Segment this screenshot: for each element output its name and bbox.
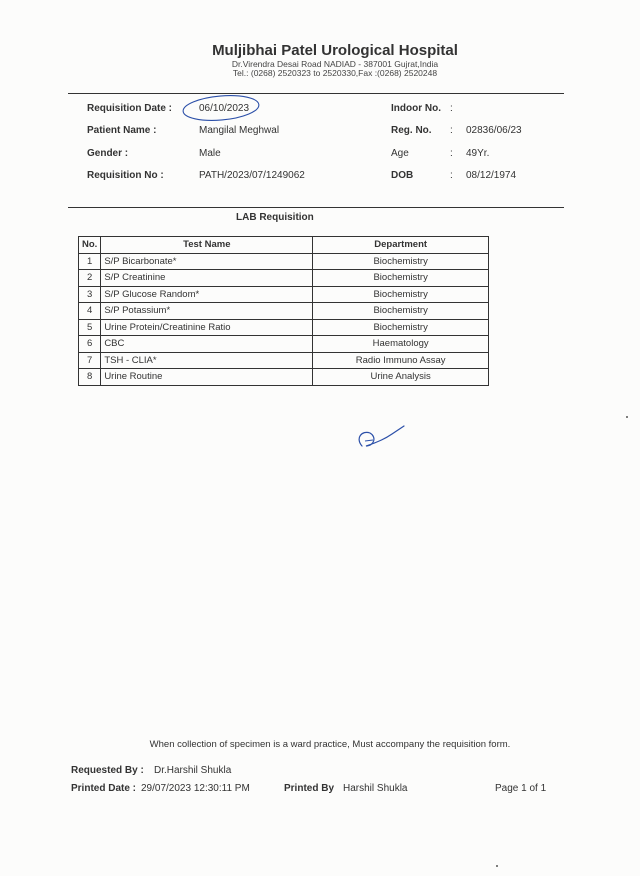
row-no: 8 xyxy=(79,369,101,386)
signature-mark xyxy=(359,426,404,446)
row-test: CBC xyxy=(101,336,313,353)
row-dept: Radio Immuno Assay xyxy=(313,352,489,369)
row-dept: Haematology xyxy=(313,336,489,353)
requisition-date-value: 06/10/2023 xyxy=(199,103,250,114)
row-test: Urine Protein/Creatinine Ratio xyxy=(101,319,313,336)
requested-by-label: Requested By : xyxy=(71,765,144,776)
row-dept: Biochemistry xyxy=(313,303,489,320)
header-department: Department xyxy=(313,237,489,254)
row-no: 4 xyxy=(79,303,101,320)
dob-value: 08/12/1974 xyxy=(466,170,517,181)
dob-label: DOB xyxy=(391,170,414,181)
row-test: S/P Bicarbonate* xyxy=(101,253,313,270)
row-no: 3 xyxy=(79,286,101,303)
hospital-address: Dr.Virendra Desai Road NADIAD - 387001 Gujrat,India xyxy=(231,59,439,69)
row-test: S/P Creatinine xyxy=(101,270,313,287)
dob-colon: : xyxy=(450,170,453,181)
age-value: 49Yr. xyxy=(466,148,490,159)
reg-no-label: Reg. No. xyxy=(391,125,432,136)
printed-date-label: Printed Date : xyxy=(71,783,137,794)
row-no: 6 xyxy=(79,336,101,353)
row-no: 1 xyxy=(79,253,101,270)
requested-by-value: Dr.Harshil Shukla xyxy=(154,765,232,776)
row-dept: Biochemistry xyxy=(313,253,489,270)
date-circle-mark xyxy=(182,93,260,124)
row-no: 2 xyxy=(79,270,101,287)
scan-speck xyxy=(496,865,498,867)
hospital-name: Muljibhai Patel Urological Hospital xyxy=(212,42,458,59)
patient-name-label: Patient Name : xyxy=(87,125,157,136)
row-dept: Urine Analysis xyxy=(313,369,489,386)
row-no: 5 xyxy=(79,319,101,336)
row-no: 7 xyxy=(79,352,101,369)
gender-value: Male xyxy=(199,148,221,159)
header-test-name: Test Name xyxy=(101,237,313,254)
row-test: TSH - CLIA* xyxy=(101,352,313,369)
printed-date-value: 29/07/2023 12:30:11 PM xyxy=(141,783,250,794)
age-label: Age xyxy=(391,148,409,159)
reg-no-colon: : xyxy=(450,125,453,136)
specimen-note: When collection of specimen is a ward practice, Must accompany the requisition form. xyxy=(149,739,511,750)
printed-by-label: Printed By xyxy=(284,783,335,794)
requisition-date-label: Requisition Date : xyxy=(87,103,173,114)
gender-label: Gender : xyxy=(87,148,129,159)
row-dept: Biochemistry xyxy=(313,286,489,303)
row-test: S/P Glucose Random* xyxy=(101,286,313,303)
hospital-phone: Tel.: (0268) 2520323 to 2520330,Fax :(0268) 2520248 xyxy=(232,68,438,78)
reg-no-value: 02836/06/23 xyxy=(466,125,522,136)
row-test: Urine Routine xyxy=(101,369,313,386)
printed-by-value: Harshil Shukla xyxy=(343,783,408,794)
row-dept: Biochemistry xyxy=(313,319,489,336)
age-colon: : xyxy=(450,148,453,159)
scan-speck xyxy=(626,416,628,418)
indoor-no-colon: : xyxy=(450,103,453,114)
signature-stroke xyxy=(365,440,373,441)
requisition-no-value: PATH/2023/07/1249062 xyxy=(199,170,305,181)
indoor-no-label: Indoor No. xyxy=(391,103,441,114)
row-test: S/P Potassium* xyxy=(101,303,313,320)
row-dept: Biochemistry xyxy=(313,270,489,287)
page-number: Page 1 of 1 xyxy=(495,783,547,794)
patient-name-value: Mangilal Meghwal xyxy=(199,125,280,136)
section-title: LAB Requisition xyxy=(236,212,314,223)
header-no: No. xyxy=(79,237,101,254)
requisition-no-label: Requisition No : xyxy=(87,170,164,181)
